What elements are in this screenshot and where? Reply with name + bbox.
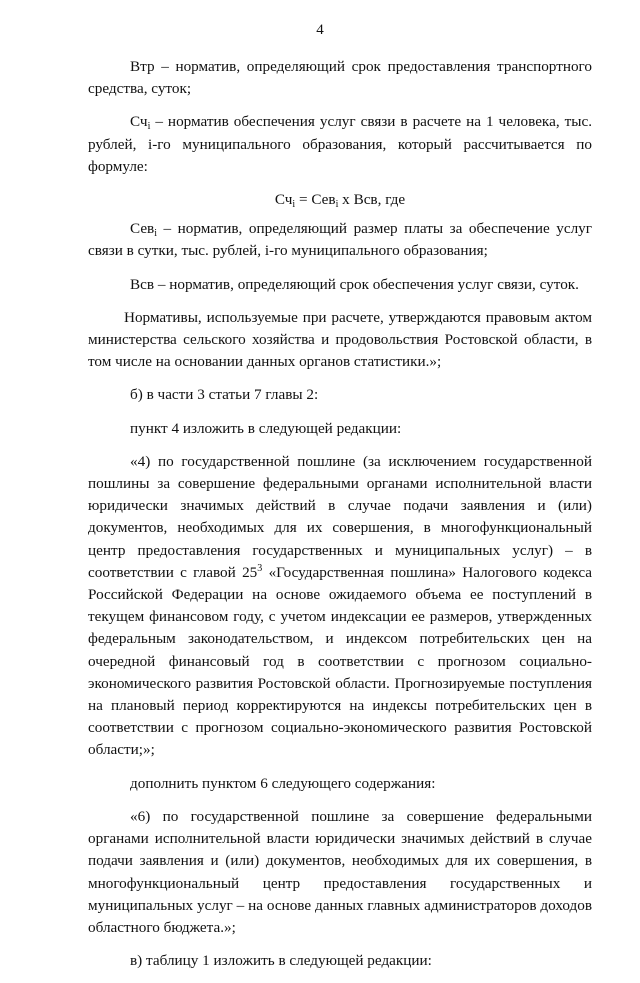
text-fragment: Сев	[130, 220, 155, 238]
formula	[88, 189, 592, 211]
paragraph-point-4-intro: пункт 4 изложить в следующей редакции:	[130, 419, 402, 437]
paragraph-sevi	[88, 218, 592, 262]
text-fragment: «Государственная пошлина» Налогового кодекса Российской Федерации на основе ожидаемого объема ее поступлений в текущем финансовом году, с учетом индексации ее размеров, утвержденных федеральным законодательством, и индексом потребительских цен на очередной финансовый год в соответствии с прогнозом социально-экономического развития Ростовской области. Прогнозируемые поступления на плановый период корректируются на индексы потребительских цен в соответствии с прогнозом социально-экономического развития Ростовской области;»;	[88, 563, 593, 759]
paragraph-part-b: б) в части 3 статьи 7 главы 2:	[130, 386, 319, 404]
text-fragment: – норматив, определяющий размер платы за обеспечение услуг связи в сутки, тыс. рублей, i-го муниципального образования;	[88, 220, 592, 260]
paragraph-part-v: в) таблицу 1 изложить в следующей редакции:	[130, 952, 432, 970]
paragraph-point-4	[88, 451, 592, 762]
formula-part: = Сев	[295, 191, 336, 209]
formula-part: Сч	[274, 191, 293, 209]
superscript: 3	[257, 562, 263, 574]
paragraph-vtr: Втр – норматив, определяющий срок предоставления транспортного средства, суток;	[88, 58, 592, 98]
subscript: i	[292, 199, 296, 211]
formula-part: x Всв, где	[338, 191, 406, 209]
text-fragment: Сч	[130, 113, 148, 131]
paragraph-normatives: Нормативы, используемые при расчете, утверждаются правовым актом министерства сельского хозяйства и продовольствия Ростовской области, в том числе на основании данных органов статистики.»;	[88, 308, 592, 371]
paragraph-schi	[88, 111, 592, 178]
paragraph-point-6: «6) по государственной пошлине за совершение федеральными органами исполнительной власти юридически значимых действий в случае подачи заявления и (или) документов, необходимых для их совершения, в многофункциональный центр предоставления государственных и муниципальных услуг – на основе данных главных администраторов доходов областного бюджета.»;	[88, 807, 592, 936]
subscript: i	[154, 228, 158, 240]
text-fragment: – норматив обеспечения услуг связи в расчете на 1 человека, тыс. рублей, i-го муниципального образования, который рассчитывается по формуле:	[88, 113, 592, 175]
document-body	[88, 56, 592, 983]
page-number: 4	[316, 22, 324, 38]
paragraph-point-6-intro: дополнить пунктом 6 следующего содержания:	[130, 774, 436, 792]
subscript: i	[147, 121, 151, 133]
subscript: i	[335, 199, 339, 211]
paragraph-vsv: Всв – норматив, определяющий срок обеспечения услуг связи, суток.	[130, 275, 579, 293]
text-fragment: «4) по государственной пошлине (за исключением государственной пошлины за совершение федеральными органами исполнительной власти юридически значимых действий в случае подачи заявления и (или) документов, необходимых для их совершения, в многофункциональный центр предоставления государственных и муниципальных услуг) – в соответствии с главой 25	[88, 452, 592, 581]
